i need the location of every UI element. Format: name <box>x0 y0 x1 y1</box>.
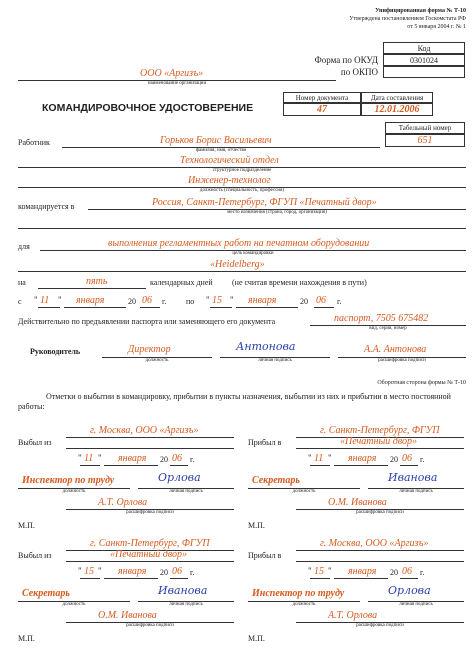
to-year: 06 <box>316 295 326 306</box>
right-month: января <box>348 453 377 464</box>
head-name: А.А. Антонова <box>364 344 427 355</box>
right-label: Прибыл в <box>248 438 282 447</box>
right-month: января <box>348 566 377 577</box>
head-label: Руководитель <box>30 347 81 356</box>
to-month: января <box>248 295 277 306</box>
form-name: Унифицированная форма № Т-10 <box>375 8 466 14</box>
okpo-label: по ОКПО <box>340 67 378 77</box>
from-day: 11 <box>40 295 50 306</box>
doc-date-header: Дата составления <box>361 92 433 103</box>
left-name: О.М. Иванова <box>98 610 157 621</box>
sent-label: командируется в <box>18 202 75 211</box>
right-signature: Орлова <box>388 584 431 597</box>
doc-number-header: Номер документа <box>283 92 361 103</box>
left-label: Выбыл из <box>18 438 52 447</box>
destination: Россия, Санкт-Петербург, ФГУП «Печатный двор» <box>152 197 377 208</box>
from-year: 06 <box>142 295 152 306</box>
left-stamp: М.П. <box>18 521 35 530</box>
doc-number: 47 <box>283 103 361 116</box>
left-stamp: М.П. <box>18 634 35 643</box>
left-day: 11 <box>84 453 94 464</box>
form-approval-date: от 5 января 2004 г. № 1 <box>407 24 466 30</box>
right-place-2: «Печатный двор» <box>340 436 418 447</box>
days-count: пять <box>86 276 108 287</box>
right-place: г. Москва, ООО «Аргизъ» <box>320 538 429 549</box>
left-year: 06 <box>172 566 182 577</box>
right-name: А.Т. Орлова <box>328 610 378 621</box>
reverse-title: Оборотная сторона формы № Т-10 <box>377 380 466 386</box>
head-position: Директор <box>128 344 171 355</box>
org-caption: наименование организации <box>147 81 207 86</box>
left-day: 15 <box>84 566 94 577</box>
left-month: января <box>118 453 147 464</box>
left-month: января <box>118 566 147 577</box>
right-day: 11 <box>314 453 324 464</box>
tab-number: 651 <box>385 134 465 147</box>
right-place: г. Санкт-Петербург, ФГУП <box>320 425 440 436</box>
left-position: Инспектор по труду <box>22 475 115 486</box>
from-month: января <box>76 295 105 306</box>
right-position: Секретарь <box>252 475 300 486</box>
worker-label: Работник <box>18 138 50 147</box>
passport-value: паспорт, 7505 675482 <box>334 313 429 324</box>
head-signature: Антонова <box>236 340 296 353</box>
left-place: г. Санкт-Петербург, ФГУП <box>90 538 210 549</box>
doc-title: КОМАНДИРОВОЧНОЕ УДОСТОВЕРЕНИЕ <box>42 102 254 114</box>
right-signature: Иванова <box>388 471 438 484</box>
purpose-value: выполнения регламентных работ на печатном оборудовании <box>108 238 370 249</box>
left-signature: Иванова <box>158 584 208 597</box>
right-stamp: М.П. <box>248 521 265 530</box>
right-year: 06 <box>402 566 412 577</box>
passport-label: Действительно по предъявлении паспорта или заменяющего его документа <box>18 317 276 326</box>
code-header: Код <box>383 42 465 54</box>
left-place-2: «Печатный двор» <box>110 549 188 560</box>
left-position: Секретарь <box>22 588 70 599</box>
left-year: 06 <box>172 453 182 464</box>
right-position: Инспектор по труду <box>252 588 345 599</box>
left-name: А.Т. Орлова <box>98 497 148 508</box>
left-label: Выбыл из <box>18 551 52 560</box>
reverse-intro: Отметки о выбытии в командировку, прибытии в пункты назначения, выбытии из них и прибытии в место постоянной работы: <box>18 392 451 411</box>
org-name: ООО «Аргизъ» <box>140 68 204 79</box>
worker-position: Инженер-технолог <box>188 175 271 186</box>
purpose-label: для <box>18 242 30 251</box>
to-day: 15 <box>212 295 222 306</box>
doc-date: 12.01.2006 <box>361 103 433 116</box>
worker-name: Горьков Борис Васильевич <box>160 135 272 146</box>
okud-value: 0301024 <box>383 54 465 66</box>
right-year: 06 <box>402 453 412 464</box>
worker-dept: Технологический отдел <box>180 155 279 166</box>
okpo-value <box>383 66 465 78</box>
right-name: О.М. Иванова <box>328 497 387 508</box>
purpose-value2: «Heidelberg» <box>210 259 265 270</box>
right-stamp: М.П. <box>248 634 265 643</box>
right-day: 15 <box>314 566 324 577</box>
form-approval: Утверждена постановлением Госкомстата РФ <box>349 16 466 22</box>
left-signature: Орлова <box>158 471 201 484</box>
okud-label: Форма по ОКУД <box>314 55 378 65</box>
tab-number-header: Табельный номер <box>385 122 465 134</box>
left-place: г. Москва, ООО «Аргизъ» <box>90 425 199 436</box>
right-label: Прибыл в <box>248 551 282 560</box>
